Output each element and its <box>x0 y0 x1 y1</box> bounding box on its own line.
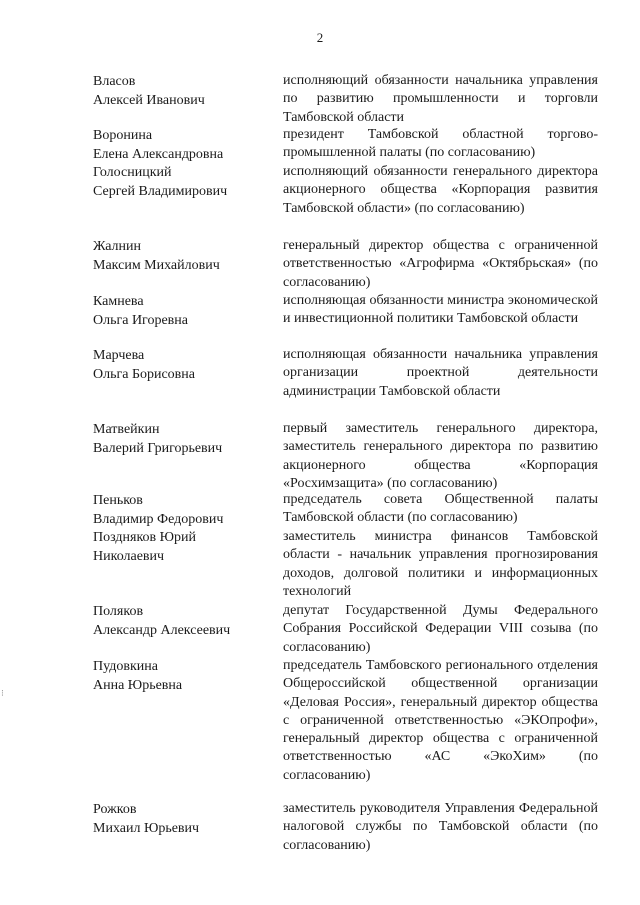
member-surname: Пеньков <box>93 493 143 508</box>
member-surname: Власов <box>93 74 136 89</box>
member-surname: Воронина <box>93 128 153 143</box>
member-given-name: Владимир Федорович <box>93 512 224 527</box>
member-given-name: Ольга Игоревна <box>93 313 188 328</box>
member-position: исполняющий обязанности начальника управления по развитию промышленности и торговли Тамбовской области <box>283 73 598 125</box>
member-given-name: Анна Юрьевна <box>93 678 183 693</box>
member-given-name: Ольга Борисовна <box>93 367 195 382</box>
member-position: генеральный директор общества с ограниченной ответственностью «Агрофирма «Октябрьская» (по согласованию) <box>283 238 598 290</box>
member-surname: Поляков <box>93 604 144 619</box>
member-name <box>93 163 278 201</box>
member-given-name: Николаевич <box>93 549 165 564</box>
member-position: исполняющий обязанности генерального директора акционерного общества «Корпорация развития Тамбовской области» (по согласованию) <box>283 164 598 216</box>
member-surname: Поздняков Юрий <box>93 530 197 545</box>
member-given-name: Валерий Григорьевич <box>93 441 223 456</box>
member-position: первый заместитель генерального директора, заместитель генерального директора по развитию акционерного общества «Корпорация «Росхимзащита» (по согласованию) <box>283 421 598 491</box>
member-given-name: Елена Александровна <box>93 147 224 162</box>
member-name <box>93 657 278 695</box>
member-surname: Марчева <box>93 348 145 363</box>
member-position: исполняющая обязанности министра экономической и инвестиционной политики Тамбовской области <box>283 293 598 327</box>
member-name <box>93 420 278 458</box>
member-name <box>93 126 278 164</box>
member-name <box>93 528 278 566</box>
member-position: заместитель министра финансов Тамбовской области - начальник управления прогнозирования доходов, долговой политики и информационных технологий <box>283 529 598 599</box>
margin-mark: ⁝ <box>1 688 4 698</box>
member-name <box>93 346 278 384</box>
member-surname: Голосницкий <box>93 165 172 180</box>
member-position: заместитель руководителя Управления Федеральной налоговой службы по Тамбовской области (по согласованию) <box>283 801 598 853</box>
member-position: исполняющая обязанности начальника управления организации проектной деятельности администрации Тамбовской области <box>283 347 598 399</box>
member-surname: Пудовкина <box>93 659 158 674</box>
member-name <box>93 72 278 110</box>
member-position: председатель Тамбовского регионального отделения Общероссийской общественной организации «Деловая Россия», генеральный директор общества с ограниченной ответственностью «ЭКОпрофи», генеральный директор общества с ограниченной ответственностью «АС «ЭкоХим» (по согласованию) <box>283 658 598 783</box>
member-name <box>93 602 278 640</box>
member-name <box>93 491 278 529</box>
member-surname: Камнева <box>93 294 144 309</box>
member-position: президент Тамбовской областной торгово-промышленной палаты (по согласованию) <box>283 127 598 161</box>
member-name <box>93 237 278 275</box>
member-given-name: Михаил Юрьевич <box>93 821 200 836</box>
member-surname: Рожков <box>93 802 137 817</box>
member-surname: Жалнин <box>93 239 141 254</box>
member-surname: Матвейкин <box>93 422 160 437</box>
member-name <box>93 292 278 330</box>
member-name <box>93 800 278 838</box>
member-given-name: Сергей Владимирович <box>93 184 228 199</box>
member-position: председатель совета Общественной палаты Тамбовской области (по согласованию) <box>283 492 598 526</box>
member-given-name: Александр Алексеевич <box>93 623 231 638</box>
member-given-name: Алексей Иванович <box>93 93 205 108</box>
member-position: депутат Государственной Думы Федерального Собрания Российской Федерации VIII созыва (по согласованию) <box>283 603 598 655</box>
member-given-name: Максим Михайлович <box>93 258 220 273</box>
page-number: 2 <box>316 30 324 45</box>
